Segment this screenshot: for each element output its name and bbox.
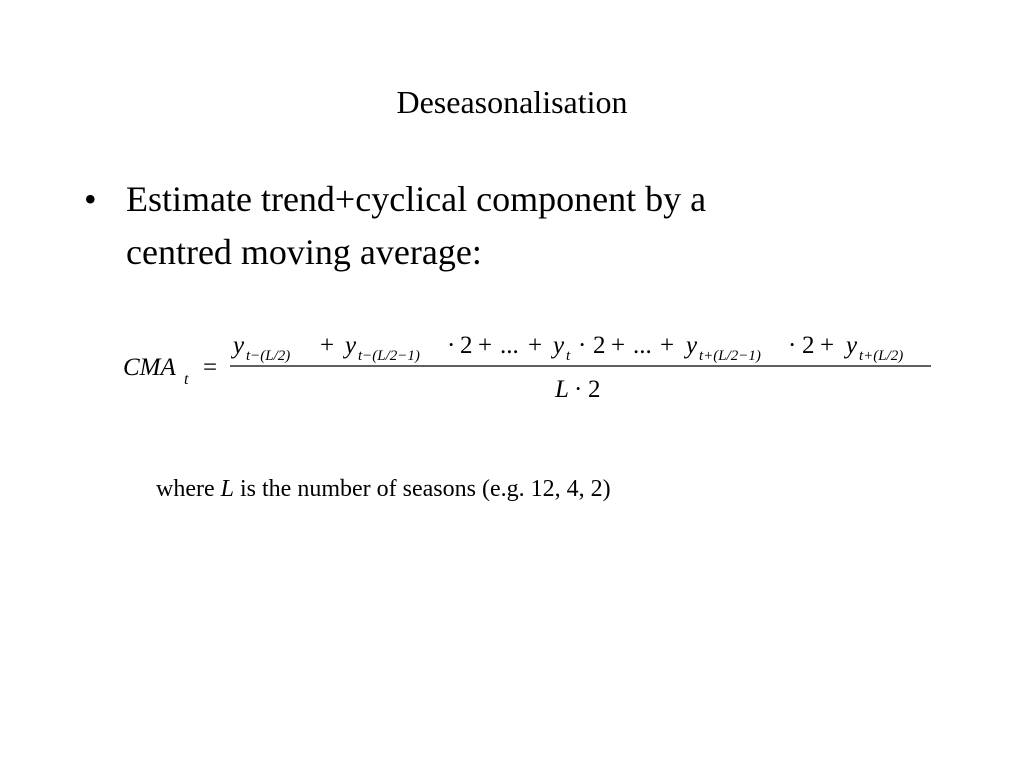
numerator-term-1: y <box>233 332 245 359</box>
numerator-plus-2: + <box>478 332 493 359</box>
formula-graphic <box>0 310 1024 420</box>
slide-title: Deseasonalisation <box>396 84 628 120</box>
bullet-line-2: centred moving average: <box>126 232 482 272</box>
lhs-symbol: CMA <box>123 354 176 381</box>
numerator-dot-1: · <box>447 332 456 359</box>
denominator-two: 2 <box>588 376 601 403</box>
note-variable: L <box>220 476 234 502</box>
lhs-subscript: t <box>184 371 189 388</box>
numerator-dot-3: · <box>788 332 797 359</box>
numerator-term-1-subscript: t−(L/2) <box>246 348 291 364</box>
bullet-text <box>126 173 886 279</box>
numerator-term-2-subscript: t−(L/2−1) <box>358 348 420 364</box>
lhs-equals: = <box>203 354 218 381</box>
numerator-plus-3: + <box>528 332 543 359</box>
numerator-term-2: y <box>345 332 357 359</box>
denominator-dot: · <box>574 376 583 403</box>
numerator-term-4-subscript: t+(L/2−1) <box>699 348 761 364</box>
cma-formula <box>0 310 1024 420</box>
note-text <box>156 474 611 504</box>
numerator-ellipsis-1: ... <box>500 332 519 359</box>
numerator-plus-5: + <box>660 332 675 359</box>
numerator-two-3: 2 <box>802 332 815 359</box>
denominator-L: L <box>555 376 569 403</box>
bullet-line-1: Estimate trend+cyclical component by a <box>126 179 707 219</box>
numerator-dot-2: · <box>578 332 587 359</box>
numerator-plus-1: + <box>320 332 335 359</box>
numerator-term-3-subscript: t <box>566 348 571 364</box>
numerator-plus-6: + <box>820 332 835 359</box>
bullet-symbol: • <box>84 179 97 219</box>
numerator-term-3: y <box>553 332 565 359</box>
numerator-term-5: y <box>846 332 858 359</box>
numerator-two-2: 2 <box>593 332 606 359</box>
numerator-two-1: 2 <box>460 332 473 359</box>
note-suffix: is the number of seasons (e.g. 12, 4, 2) <box>234 476 611 502</box>
numerator-ellipsis-2: ... <box>633 332 652 359</box>
numerator-term-5-subscript: t+(L/2) <box>859 348 904 364</box>
numerator-term-4: y <box>686 332 698 359</box>
note-prefix: where <box>156 476 221 502</box>
numerator-plus-4: + <box>611 332 626 359</box>
